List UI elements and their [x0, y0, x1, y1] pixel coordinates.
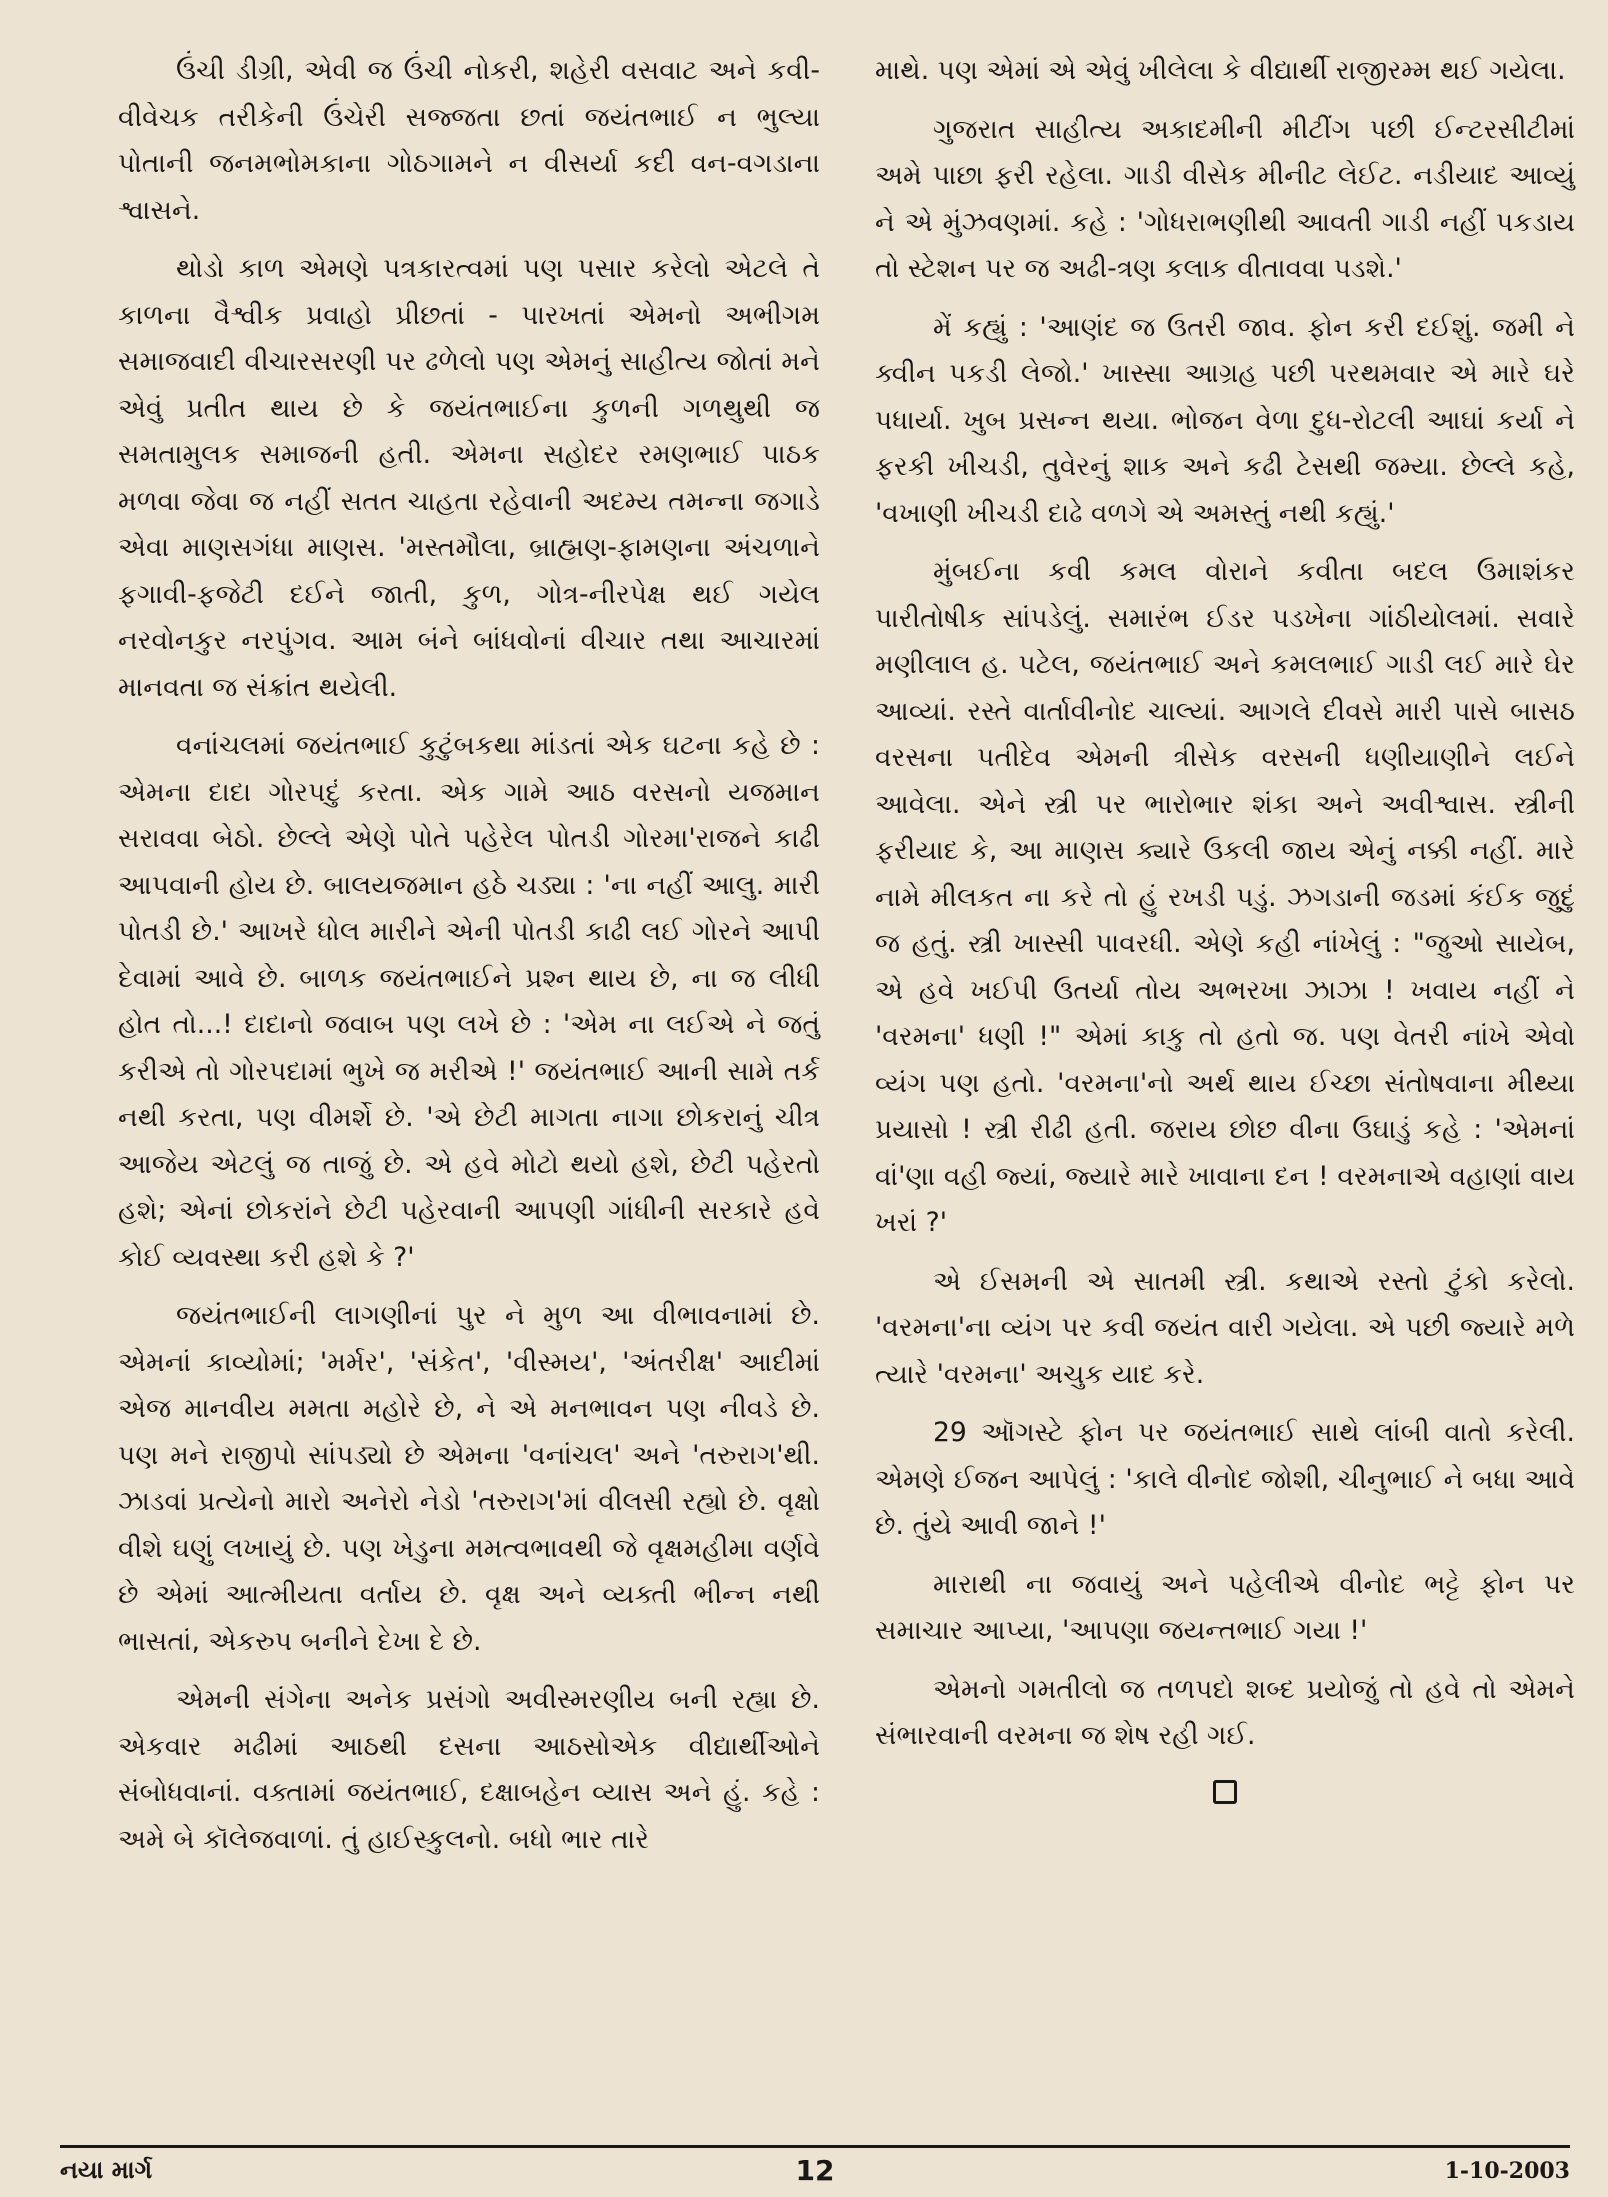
footer-divider — [60, 2145, 1570, 2148]
paragraph: એમની સંગેના અનેક પ્રસંગો અવીસ્મરણીય બની રહ્યા છે. એકવાર મઢીમાં આઠથી દસના આઠસોએક વીદ્યાર્થીઓને સંબોધવાનાં. વક્તામાં જયંતભાઈ, દક્ષાબહેન વ્યાસ અને હું. કહે : અમે બે કૉલેજવાળાં. તું હાઈસ્કુલનો. બધો ભાર તારે — [118, 1684, 820, 1855]
end-of-article-box-icon — [875, 1772, 1575, 1812]
paragraph: મારાથી ના જવાયું અને પહેલીએ વીનોદ ભટ્ટે ફોન પર સમાચાર આપ્યા, 'આપણા જયન્તભાઈ ગયા !' — [875, 1568, 1575, 1646]
left-column — [118, 48, 820, 1863]
paragraph: થોડો કાળ એમણે પત્રકારત્વમાં પણ પસાર કરેલો એટલે તે કાળના વૈશ્વીક પ્રવાહો પ્રીછતાં - પારખતાં એમનો અભીગમ સમાજવાદી વીચારસરણી પર ઢળેલો પણ એમનું સાહીત્ય જોતાં મને એવું પ્રતીત થાય છે કે જયંતભાઈના કુળની ગળથુથી જ સમતામુલક સમાજની હતી. એમના સહોદર રમણભાઈ પાઠક મળવા જેવા જ નહીં સતત ચાહતા રહેવાની અદમ્ય તમન્ના જગાડે એવા માણસગંધા માણસ. 'મસ્તમૌલા, બ્રાહ્મણ-ફામણના અંચળાને ફગાવી-ફજેટી દઈને જાતી, કુળ, ગોત્ર-નીરપેક્ષ થઈ ગયેલ નરવોનકુર નરપુંગવ. આમ બંને બાંધવોનાં વીચાર તથા આચારમાં માનવતા જ સંક્રાંત થયેલી. — [118, 253, 820, 703]
page-number: 12 — [795, 2154, 835, 2187]
paragraph: જયંતભાઈની લાગણીનાં પુર ને મુળ આ વીભાવનામાં છે. એમનાં કાવ્યોમાં; 'મર્મર', 'સંકેત', 'વીસ્મય', 'અંતરીક્ષ' આદીમાં એજ માનવીય મમતા મહોરે છે, ને એ મનભાવન પણ નીવડે છે. પણ મને રાજીપો સાંપડ્યો છે એમના 'વનાંચલ' અને 'તરુરાગ'થી. ઝાડવાં પ્રત્યેનો મારો અનેરો નેડો 'તરુરાગ'માં વીલસી રહ્યો છે. વૃક્ષો વીશે ઘણું લખાયું છે. પણ ખેડુના મમત્વભાવથી જે વૃક્ષમહીમા વર્ણવે છે એમાં આત્મીયતા વર્તાય છે. વૃક્ષ અને વ્યક્તી ભીન્ન નથી ભાસતાં, એકરુપ બનીને દેખા દે છે. — [118, 1300, 820, 1657]
paragraph: મેં કહ્યું : 'આણંદ જ ઉતરી જાવ. ફોન કરી દઈશું. જમી ને ક્વીન પકડી લેજો.' ખાસ્સા આગ્રહ પછી પરથમવાર એ મારે ઘરે પધાર્યા. ખુબ પ્રસન્ન થયા. ભોજન વેળા દુધ-રોટલી આઘાં કર્યા ને ફરકી ખીચડી, તુવેરનું શાક અને કઢી ટેસથી જમ્યા. છેલ્લે કહે, 'વખાણી ખીચડી દાઢે વળગે એ અમસ્તું નથી કહ્યું.' — [875, 311, 1575, 529]
issue-date: 1-10-2003 — [1444, 2158, 1570, 2184]
paragraph: એ ઈસમની એ સાતમી સ્ત્રી. કથાએ રસ્તો ટુંકો કરેલો. 'વરમના'ના વ્યંગ પર કવી જયંત વારી ગયેલા. એ પછી જ્યારે મળે ત્યારે 'વરમના' અચુક યાદ કરે. — [875, 1265, 1575, 1390]
right-column — [875, 48, 1575, 1812]
paragraph: ગુજરાત સાહીત્ય અકાદમીની મીટીંગ પછી ઈન્ટરસીટીમાં અમે પાછા ફરી રહેલા. ગાડી વીસેક મીનીટ લેઈટ. નડીયાદ આવ્યું ને એ મુંઝવણમાં. કહે : 'ગોધરાભણીથી આવતી ગાડી નહીં પકડાય તો સ્ટેશન પર જ અઢી-ત્રણ કલાક વીતાવવા પડશે.' — [875, 113, 1575, 284]
paragraph: 29 ઑગસ્ટે ફોન પર જયંતભાઈ સાથે લાંબી વાતો કરેલી. એમણે ઈજન આપેલું : 'કાલે વીનોદ જોશી, ચીનુભાઈ ને બધા આવે છે. તુંયે આવી જાને !' — [875, 1417, 1575, 1541]
paragraph: એમનો ગમતીલો જ તળપદો શબ્દ પ્રયોજું તો હવે તો એમને સંભારવાની વરમના જ શેષ રહી ગઈ. — [875, 1673, 1575, 1751]
paragraph: મુંબઈના કવી કમલ વોરાને કવીતા બદલ ઉમાશંકર પારીતોષીક સાંપડેલું. સમારંભ ઈડર પડખેના ગાંઠીયોલમાં. સવારે મણીલાલ હ. પટેલ, જયંતભાઈ અને કમલભાઈ ગાડી લઈ મારે ઘેર આવ્યાં. રસ્તે વાર્તાવીનોદ ચાલ્યાં. આગલે દીવસે મારી પાસે બાસઠ વરસના પતીદેવ એમની ત્રીસેક વરસની ધણીયાણીને લઈને આવેલા. એને સ્ત્રી પર ભારોભાર શંકા અને અવીશ્વાસ. સ્ત્રીની ફરીયાદ કે, આ માણસ ક્યારે ઉકલી જાય એનું નક્કી નહીં. મારે નામે મીલકત ના કરે તો હું રખડી પડું. ઝગડાની જડમાં કંઈક જુદું જ હતું. સ્ત્રી ખાસ્સી પાવરધી. એણે કહી નાંખેલું : "જુઓ સાયેબ, એ હવે ખઈપી ઉતર્યા તોય અભરખા ઝાઝા ! ખવાય નહીં ને 'વરમના' ધણી !" એમાં કાકુ તો હતો જ. પણ વેતરી નાંખે એવો વ્યંગ પણ હતો. 'વરમના'નો અર્થ થાય ઈચ્છા સંતોષવાના મીથ્યા પ્રયાસો ! સ્ત્રી રીઢી હતી. જરાય છોછ વીના ઉઘાડું કહે : 'એમનાં વાં'ણા વહી જ્યાં, જ્યારે મારે ખાવાના દન ! વરમનાએ વહાણાં વાય ખરાં ?' — [875, 556, 1575, 1238]
page-footer — [60, 2150, 1570, 2190]
paragraph: માથે. પણ એમાં એ એવું ખીલેલા કે વીદ્યાર્થી રાજીરમ્મ થઈ ગયેલા. — [875, 55, 1566, 86]
paragraph: વનાંચલમાં જયંતભાઈ કુટુંબકથા માંડતાં એક ઘટના કહે છે : એમના દાદા ગોરપદું કરતા. એક ગામે આઠ વરસનો યજમાન સરાવવા બેઠો. છેલ્લે એણે પોતે પહેરેલ પોતડી ગોરમા'રાજને કાઢી આપવાની હોય છે. બાલયજમાન હઠે ચડ્યા : 'ના નહીં આલુ. મારી પોતડી છે.' આખરે ધોલ મારીને એની પોતડી કાઢી લઈ ગોરને આપી દેવામાં આવે છે. બાળક જયંતભાઈને પ્રશ્ન થાય છે, ના જ લીધી હોત તો...! દાદાનો જવાબ પણ લખે છે : 'એમ ના લઈએ ને જતું કરીએ તો ગોરપદામાં ભુખે જ મરીએ !' જયંતભાઈ આની સામે તર્ક નથી કરતા, પણ વીમર્શે છે. 'એ છેટી માગતા નાગા છોકરાનું ચીત્ર આજેય એટલું જ તાજું છે. એ હવે મોટો થયો હશે, છેટી પહેરતો હશે; એનાં છોકરાંને છેટી પહેરવાની આપણી ગાંધીની સરકારે હવે કોઈ વ્યવસ્થા કરી હશે કે ?' — [118, 730, 820, 1273]
magazine-name: નયા માર્ગ — [60, 2156, 153, 2184]
paragraph: ઉંચી ડીગ્રી, એવી જ ઉંચી નોકરી, શહેરી વસવાટ અને કવી-વીવેચક તરીકેની ઉંચેરી સજ્જતા છતાં જયંતભાઈ ન ભુલ્યા પોતાની જનમભોમકાના ગોઠગામને ન વીસર્યા કદી વન-વગડાના શ્વાસને. — [118, 55, 820, 226]
